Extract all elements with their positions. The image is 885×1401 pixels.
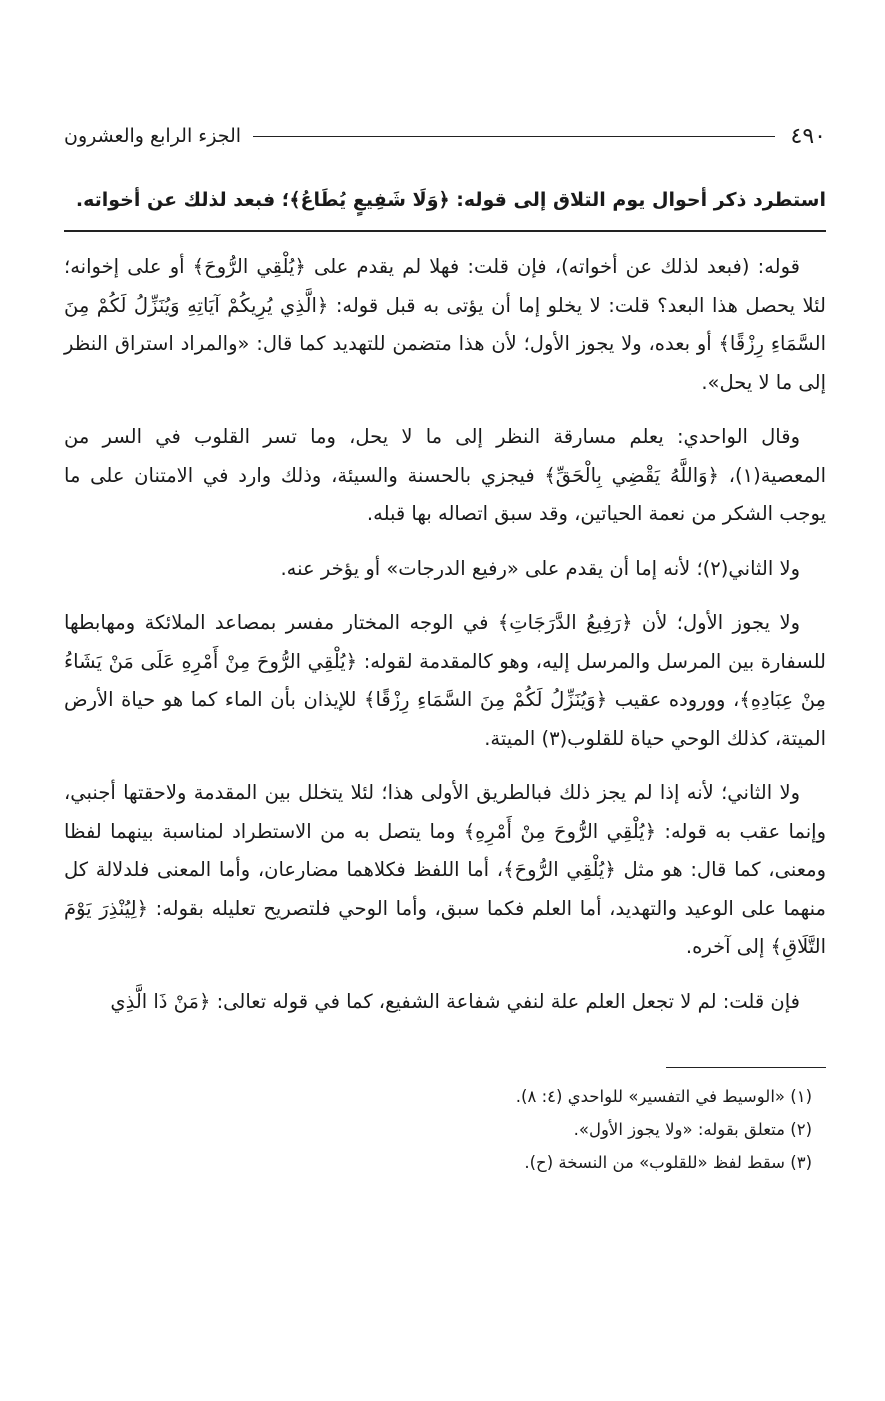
paragraph-4: ولا يجوز الأول؛ لأن ﴿رَفِيعُ الدَّرَجَاتِ﴾ في الوجه المختار مفسر بمصاعد الملائكة ومهابطها للسفارة بين المرسل والمرسل إليه، وهو كالمقدمة لقوله: ﴿يُلْقِي الرُّوحَ مِنْ أَمْرِهِ عَلَى مَنْ يَشَاءُ مِنْ عِبَادِهِ﴾، ووروده عقيب ﴿وَيُنَزِّلُ لَكُمْ مِنَ السَّمَاءِ رِزْقًا﴾ للإيذان بأن الماء كما هو حياة الأرض الميتة، كذلك الوحي حياة للقلوب(٣) الميتة. [64, 611, 826, 750]
book-page [64, 118, 826, 1179]
footnote-1: (١) «الوسيط في التفسير» للواحدي (٤: ٨). [515, 1087, 812, 1106]
paragraph-3: ولا الثاني(٢)؛ لأنه إما أن يقدم على «رفيع الدرجات» أو يؤخر عنه. [280, 556, 800, 580]
page-number: ٤٩٠ [790, 123, 826, 149]
paragraph-6: فإن قلت: لم لا تجعل العلم علة لنفي شفاعة الشفيع، كما في قوله تعالى: ﴿مَنْ ذَا الَّذِي [110, 989, 800, 1013]
paragraph-2: وقال الواحدي: يعلم مسارقة النظر إلى ما لا يحل، وما تسر القلوب في السر من المعصية(١)، ﴿وَاللَّهُ يَقْضِي بِالْحَقِّ﴾ فيجزي بالحسنة والسيئة، وذلك وارد في الامتنان على ما يوجب الشكر من نعمة الحياتين، وقد سبق اتصاله بها قبله. [64, 425, 826, 525]
part-title: الجزء الرابع والعشرون [64, 125, 242, 147]
paragraph-5: ولا الثاني؛ لأنه إذا لم يجز ذلك فبالطريق الأولى هذا؛ لئلا يتخلل بين المقدمة ولاحقتها أجنبي، وإنما عقب به قوله: ﴿يُلْقِي الرُّوحَ مِنْ أَمْرِهِ﴾ وما يتصل به من الاستطراد لمناسبة بينهما لفظا ومعنى، كما قال: هو مثل ﴿يُلْقِي الرُّوحَ﴾، أما اللفظ فكلاهما مضارعان، وأما المعنى فلدلالة كل منهما على الوعيد والتهديد، أما العلم فكما سبق، وأما الوحي فلتصريح تعليله بقوله: ﴿لِيُنْذِرَ يَوْمَ التَّلَاقِ﴾ إلى آخره. [64, 781, 826, 958]
paragraph-1: قوله: (فبعد لذلك عن أخواته)، فإن قلت: فهلا لم يقدم على ﴿يُلْقِي الرُّوحَ﴾ أو على إخوانه؛ لئلا يحصل هذا البعد؟ قلت: لا يخلو إما أن يؤتى به قبل قوله: ﴿الَّذِي يُرِيكُمْ آيَاتِهِ وَيُنَزِّلُ لَكُمْ مِنَ السَّمَاءِ رِزْقًا﴾ أو بعده، ولا يجوز الأول؛ لأن هذا متضمن للتهديد كما قال: «والمراد استراق النظر إلى ما لا يحل». [64, 255, 826, 394]
running-head [64, 118, 826, 154]
footnote-rule [666, 1067, 826, 1068]
footnote-2: (٢) متعلق بقوله: «ولا يجوز الأول». [573, 1120, 812, 1139]
matn-text: استطرد ذكر أحوال يوم التلاق إلى قوله: ﴿وَلَا شَفِيعٍ يُطَاعُ﴾؛ فبعد لذلك عن أخواته. [75, 189, 826, 211]
footnote-3: (٣) سقط لفظ «للقلوب» من النسخة (ح). [524, 1153, 812, 1172]
header-rule [253, 136, 775, 137]
matn-rule [64, 230, 826, 232]
